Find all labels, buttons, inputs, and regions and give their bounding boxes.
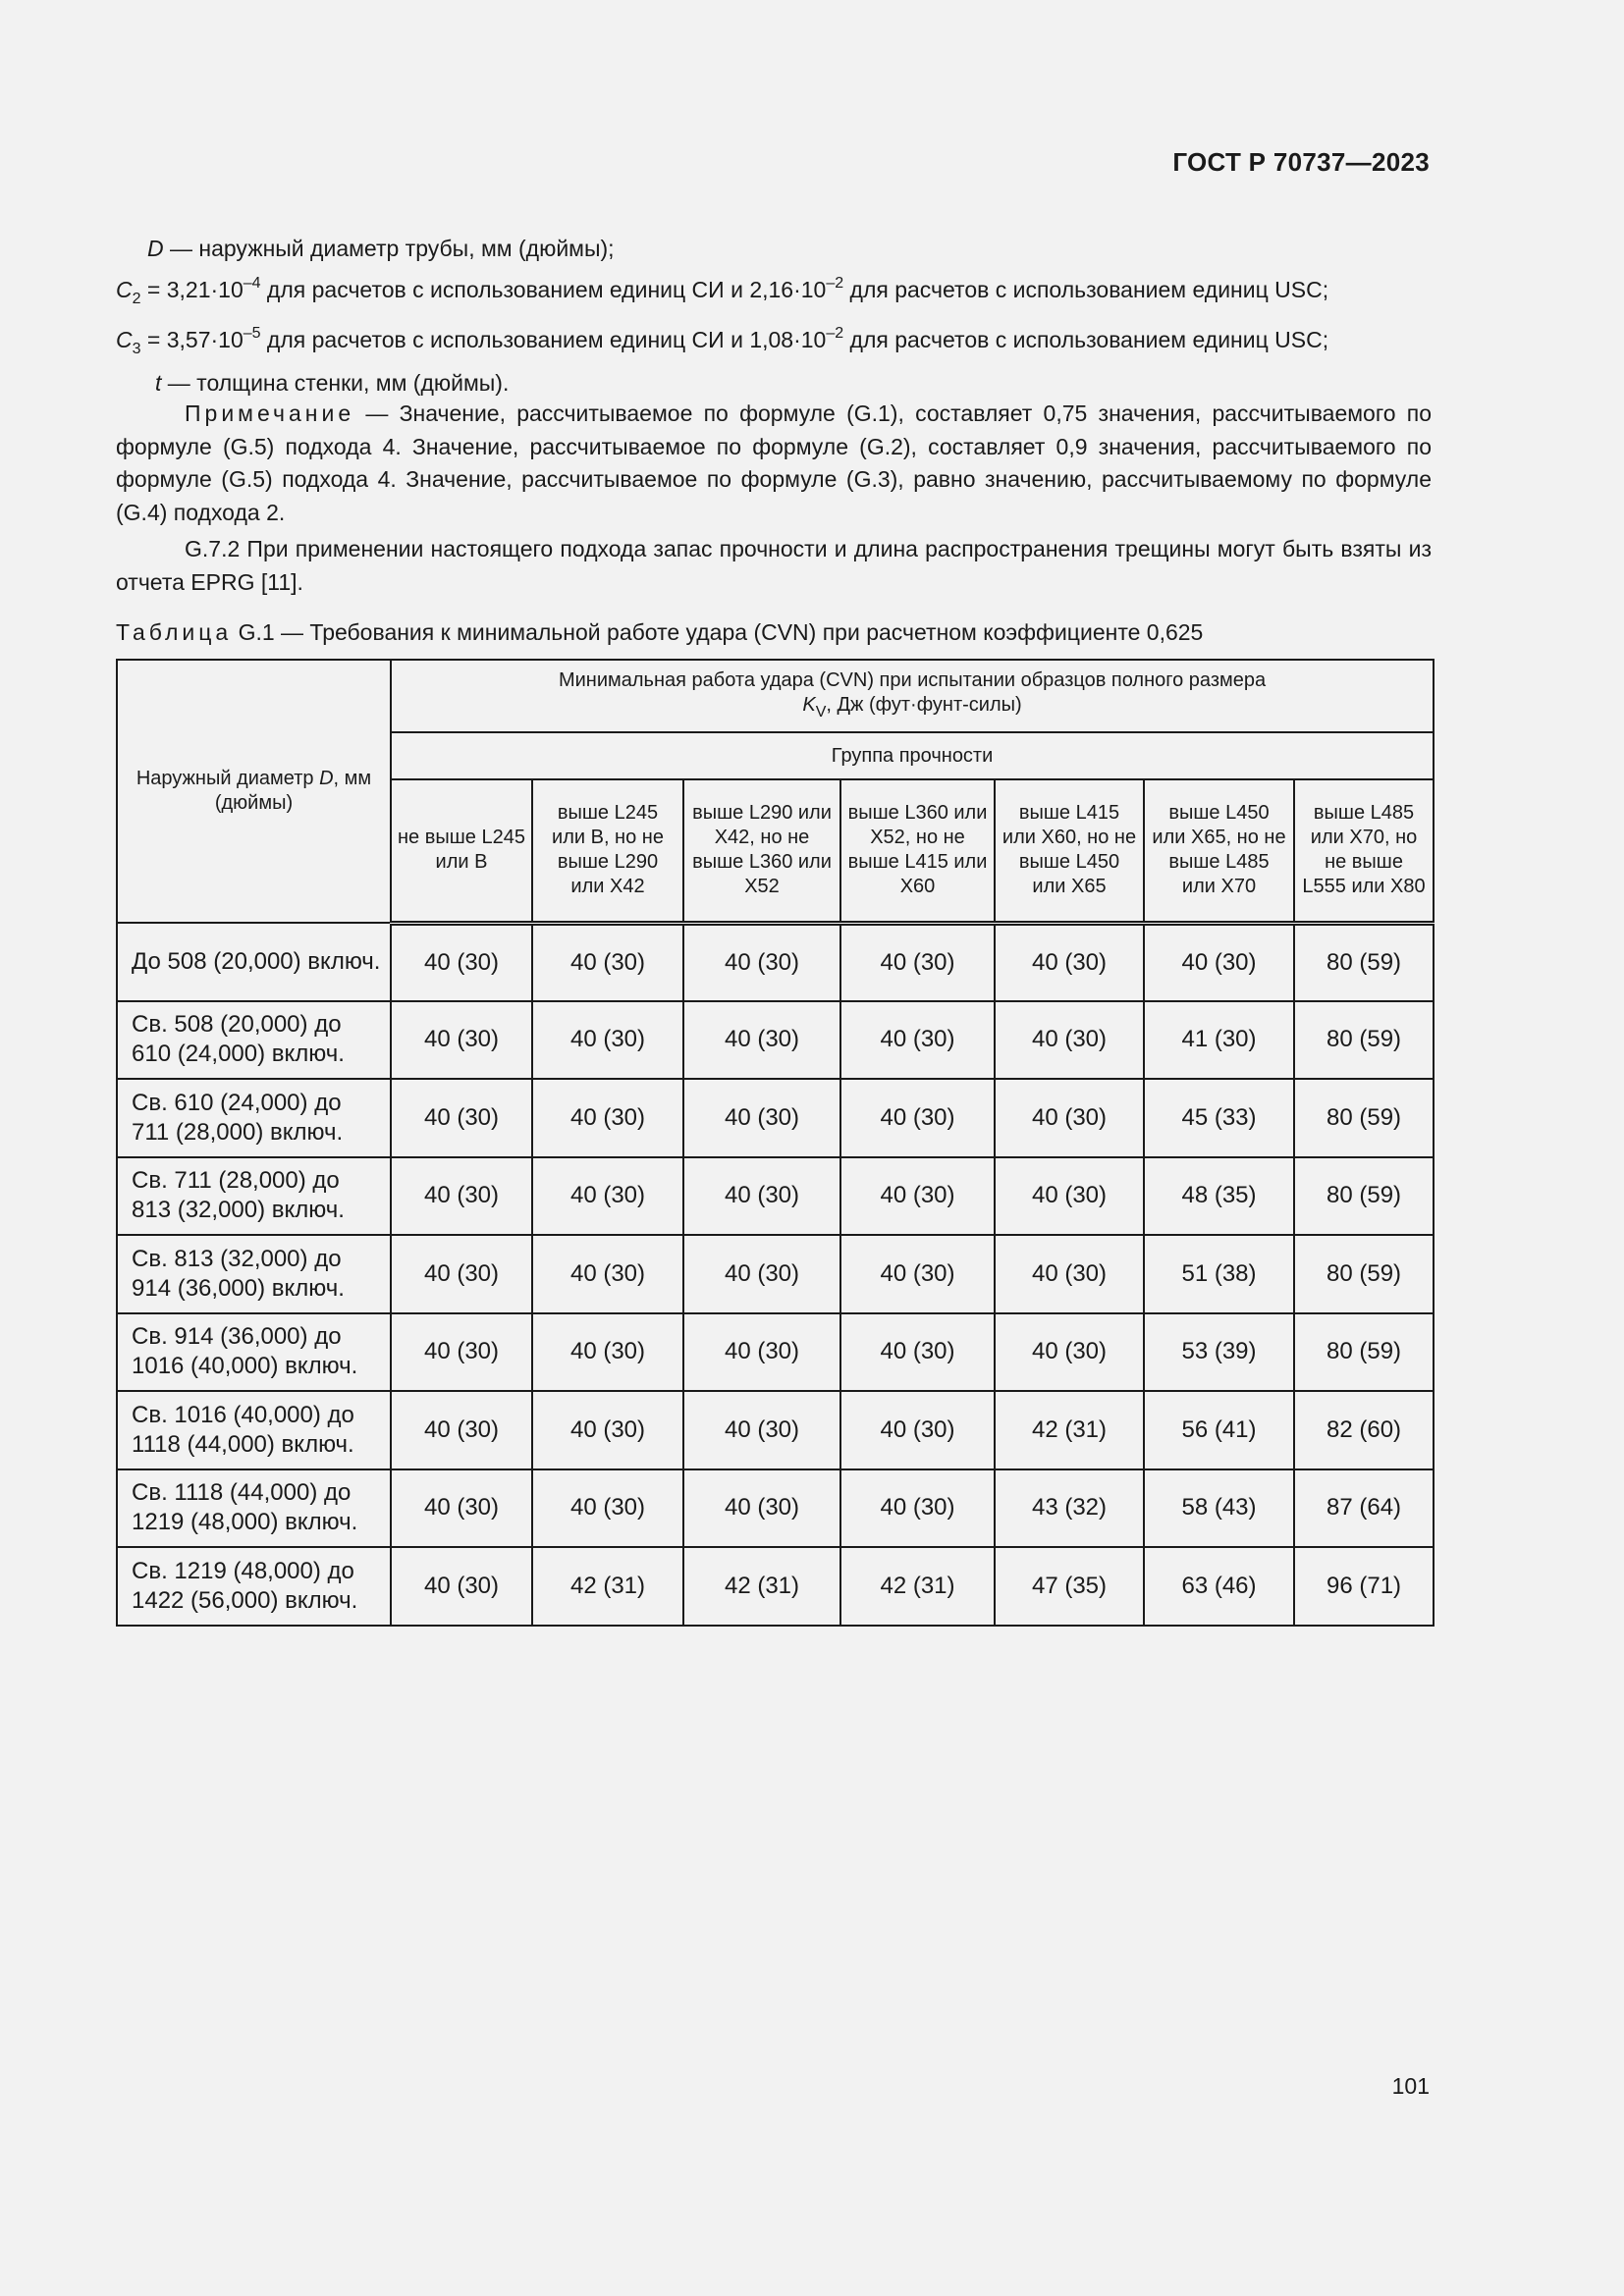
table-cell: 58 (43) bbox=[1144, 1469, 1294, 1548]
table-cell: 40 (30) bbox=[683, 923, 840, 1001]
table-row bbox=[117, 1391, 1434, 1469]
table-cell: 40 (30) bbox=[840, 1157, 995, 1236]
table-cell: 40 (30) bbox=[995, 923, 1144, 1001]
table-cell: 48 (35) bbox=[1144, 1157, 1294, 1236]
table-row bbox=[117, 1157, 1434, 1236]
table-row bbox=[117, 1235, 1434, 1313]
definition-text: наружный диаметр трубы, мм (дюймы); bbox=[198, 236, 615, 261]
definition-mid: для расчетов с использованием единиц СИ и 1,08·10 bbox=[260, 327, 827, 352]
table-cell: 40 (30) bbox=[391, 1001, 532, 1080]
column-header: выше L245 или B, но не выше L290 или X42 bbox=[532, 779, 683, 923]
table-cell: 56 (41) bbox=[1144, 1391, 1294, 1469]
table-cell: 40 (30) bbox=[391, 1469, 532, 1548]
header-diameter bbox=[117, 660, 391, 923]
paragraph-g72: G.7.2 При применении настоящего подхода запас прочности и длина распространения трещины могут быть взяты из отчета EPRG [11]. bbox=[116, 536, 1432, 595]
definition-dash: — bbox=[161, 370, 197, 396]
table-cell: 80 (59) bbox=[1294, 1313, 1434, 1392]
table-cell: 40 (30) bbox=[391, 1547, 532, 1626]
table-cell: 40 (30) bbox=[995, 1235, 1144, 1313]
table-cell: 40 (30) bbox=[995, 1001, 1144, 1080]
table-cell: 47 (35) bbox=[995, 1547, 1144, 1626]
row-label: Св. 1016 (40,000) до 1118 (44,000) включ. bbox=[117, 1391, 391, 1469]
table-cell: 51 (38) bbox=[1144, 1235, 1294, 1313]
header-diameter-b: , мм (дюймы) bbox=[214, 768, 372, 814]
table-cell: 42 (31) bbox=[683, 1547, 840, 1626]
header-cvn-line1: Минимальная работа удара (CVN) при испытании образцов полного размера bbox=[558, 668, 1267, 691]
table-cell: 40 (30) bbox=[532, 1235, 683, 1313]
column-header: выше L290 или X42, но не выше L360 или X52 bbox=[683, 779, 840, 923]
table-cell: 40 (30) bbox=[683, 1079, 840, 1157]
table-cell: 41 (30) bbox=[1144, 1001, 1294, 1080]
table-cell: 40 (30) bbox=[391, 1235, 532, 1313]
page-number: 101 bbox=[1391, 2073, 1430, 2099]
header-diameter-a: Наружный диаметр bbox=[135, 768, 320, 789]
row-label: Св. 711 (28,000) до 813 (32,000) включ. bbox=[117, 1157, 391, 1236]
table-cell: 80 (59) bbox=[1294, 1001, 1434, 1080]
note bbox=[116, 398, 1432, 529]
table-row bbox=[117, 1547, 1434, 1626]
definition-eq: = 3,21·10 bbox=[140, 277, 244, 302]
column-header: не выше L245 или B bbox=[391, 779, 532, 923]
definition-t bbox=[116, 366, 1432, 400]
column-header: выше L450 или X65, но не выше L485 или X70 bbox=[1144, 779, 1294, 923]
row-label: До 508 (20,000) включ. bbox=[117, 923, 391, 1001]
row-label: Св. 508 (20,000) до 610 (24,000) включ. bbox=[117, 1001, 391, 1080]
header-cvn-symbol: K bbox=[802, 693, 816, 716]
table-cell: 40 (30) bbox=[532, 1391, 683, 1469]
exponent: –4 bbox=[243, 275, 261, 292]
header-diameter-symbol: D bbox=[319, 768, 334, 789]
table-cell: 40 (30) bbox=[683, 1313, 840, 1392]
table-caption-text: G.1 — Требования к минимальной работе удара (CVN) при расчетном коэффициенте 0,625 bbox=[232, 619, 1204, 645]
exponent: –2 bbox=[826, 325, 844, 342]
symbol-d: D bbox=[147, 236, 164, 261]
table-cell: 40 (30) bbox=[840, 1079, 995, 1157]
table-cell: 40 (30) bbox=[840, 1391, 995, 1469]
table-cell: 40 (30) bbox=[532, 1157, 683, 1236]
table-cell: 42 (31) bbox=[532, 1547, 683, 1626]
table-cell: 40 (30) bbox=[532, 1469, 683, 1548]
definition-c2 bbox=[116, 266, 1432, 316]
row-label: Св. 610 (24,000) до 711 (28,000) включ. bbox=[117, 1079, 391, 1157]
table-cell: 40 (30) bbox=[532, 1079, 683, 1157]
table-cell: 40 (30) bbox=[532, 1001, 683, 1080]
table-cell: 45 (33) bbox=[1144, 1079, 1294, 1157]
symbol-c: C bbox=[116, 327, 133, 352]
definition-tail: для расчетов с использованием единиц USC; bbox=[843, 327, 1329, 352]
exponent: –2 bbox=[826, 275, 844, 292]
row-label: Св. 914 (36,000) до 1016 (40,000) включ. bbox=[117, 1313, 391, 1392]
definition-tail: для расчетов с использованием единиц USC; bbox=[843, 277, 1329, 302]
table-cell: 96 (71) bbox=[1294, 1547, 1434, 1626]
table-cell: 40 (30) bbox=[683, 1391, 840, 1469]
table-caption bbox=[116, 616, 1432, 648]
note-text: — Значение, рассчитываемое по формуле (G.1), составляет 0,75 значения, рассчитываемого по формуле (G.5) подхода 4. Значение, рассчитываемое по формуле (G.2), составляет 0,9 значения, рассчитываемого по формуле (G.5) подхода 4. Значение, рассчитываемое по формуле (G.3), равно значению, рассчитываемому по формуле (G.4) подхода 2. bbox=[116, 400, 1432, 525]
table-cell: 53 (39) bbox=[1144, 1313, 1294, 1392]
table-cell: 42 (31) bbox=[840, 1547, 995, 1626]
note-label: Примечание bbox=[185, 400, 355, 426]
table-cell: 40 (30) bbox=[391, 923, 532, 1001]
definition-c3 bbox=[116, 316, 1432, 366]
subscript: 3 bbox=[132, 341, 141, 357]
definition-text: толщина стенки, мм (дюймы). bbox=[196, 370, 510, 396]
table-cell: 87 (64) bbox=[1294, 1469, 1434, 1548]
table-cell: 80 (59) bbox=[1294, 1235, 1434, 1313]
table-cell: 40 (30) bbox=[532, 923, 683, 1001]
definition-d bbox=[116, 232, 1432, 266]
exponent: –5 bbox=[243, 325, 261, 342]
table-cell: 40 (30) bbox=[840, 923, 995, 1001]
table-cell: 40 (30) bbox=[391, 1313, 532, 1392]
table-cell: 40 (30) bbox=[683, 1001, 840, 1080]
column-header: выше L485 или X70, но не выше L555 или X80 bbox=[1294, 779, 1434, 923]
table-cell: 40 (30) bbox=[840, 1469, 995, 1548]
table-cell: 40 (30) bbox=[1144, 923, 1294, 1001]
header-cvn-rest: , Дж (фут·фунт-силы) bbox=[826, 693, 1022, 716]
table-cell: 40 (30) bbox=[840, 1313, 995, 1392]
definition-eq: = 3,57·10 bbox=[140, 327, 244, 352]
table-cell: 80 (59) bbox=[1294, 1079, 1434, 1157]
table-row bbox=[117, 923, 1434, 1001]
definition-mid: для расчетов с использованием единиц СИ и 2,16·10 bbox=[260, 277, 827, 302]
table-row bbox=[117, 1313, 1434, 1392]
symbol-t: t bbox=[155, 370, 162, 396]
table-cell: 80 (59) bbox=[1294, 923, 1434, 1001]
subscript: 2 bbox=[132, 291, 141, 307]
column-header: выше L415 или X60, но не выше L450 или X65 bbox=[995, 779, 1144, 923]
table-cell: 80 (59) bbox=[1294, 1157, 1434, 1236]
column-header: выше L360 или X52, но не выше L415 или X60 bbox=[840, 779, 995, 923]
table-cell: 40 (30) bbox=[840, 1235, 995, 1313]
table-cell: 40 (30) bbox=[840, 1001, 995, 1080]
table-cell: 40 (30) bbox=[683, 1157, 840, 1236]
table-row bbox=[117, 1079, 1434, 1157]
row-label: Св. 813 (32,000) до 914 (36,000) включ. bbox=[117, 1235, 391, 1313]
table-cell: 40 (30) bbox=[995, 1079, 1144, 1157]
table-cell: 82 (60) bbox=[1294, 1391, 1434, 1469]
table-cell: 40 (30) bbox=[683, 1469, 840, 1548]
table-row bbox=[117, 1469, 1434, 1548]
symbol-c: C bbox=[116, 277, 133, 302]
symbol-definitions bbox=[116, 232, 1432, 400]
table-cell: 63 (46) bbox=[1144, 1547, 1294, 1626]
definition-dash: — bbox=[163, 236, 199, 261]
cvn-requirements-table bbox=[116, 659, 1435, 1627]
header-strength-group: Группа прочности bbox=[391, 732, 1434, 779]
table-cell: 40 (30) bbox=[391, 1079, 532, 1157]
table-cell: 43 (32) bbox=[995, 1469, 1144, 1548]
row-label: Св. 1219 (48,000) до 1422 (56,000) включ. bbox=[117, 1547, 391, 1626]
table-cell: 40 (30) bbox=[683, 1235, 840, 1313]
header-cvn bbox=[391, 660, 1434, 732]
document-id: ГОСТ Р 70737—2023 bbox=[1172, 147, 1430, 177]
table-cell: 40 (30) bbox=[391, 1391, 532, 1469]
table-row bbox=[117, 1001, 1434, 1080]
table-cell: 40 (30) bbox=[391, 1157, 532, 1236]
table-cell: 40 (30) bbox=[532, 1313, 683, 1392]
table-cell: 42 (31) bbox=[995, 1391, 1144, 1469]
header-cvn-subscript: V bbox=[815, 703, 827, 721]
row-label: Св. 1118 (44,000) до 1219 (48,000) включ. bbox=[117, 1469, 391, 1548]
table-cell: 40 (30) bbox=[995, 1313, 1144, 1392]
table-cell: 40 (30) bbox=[995, 1157, 1144, 1236]
table-caption-label: Таблица bbox=[116, 619, 233, 645]
